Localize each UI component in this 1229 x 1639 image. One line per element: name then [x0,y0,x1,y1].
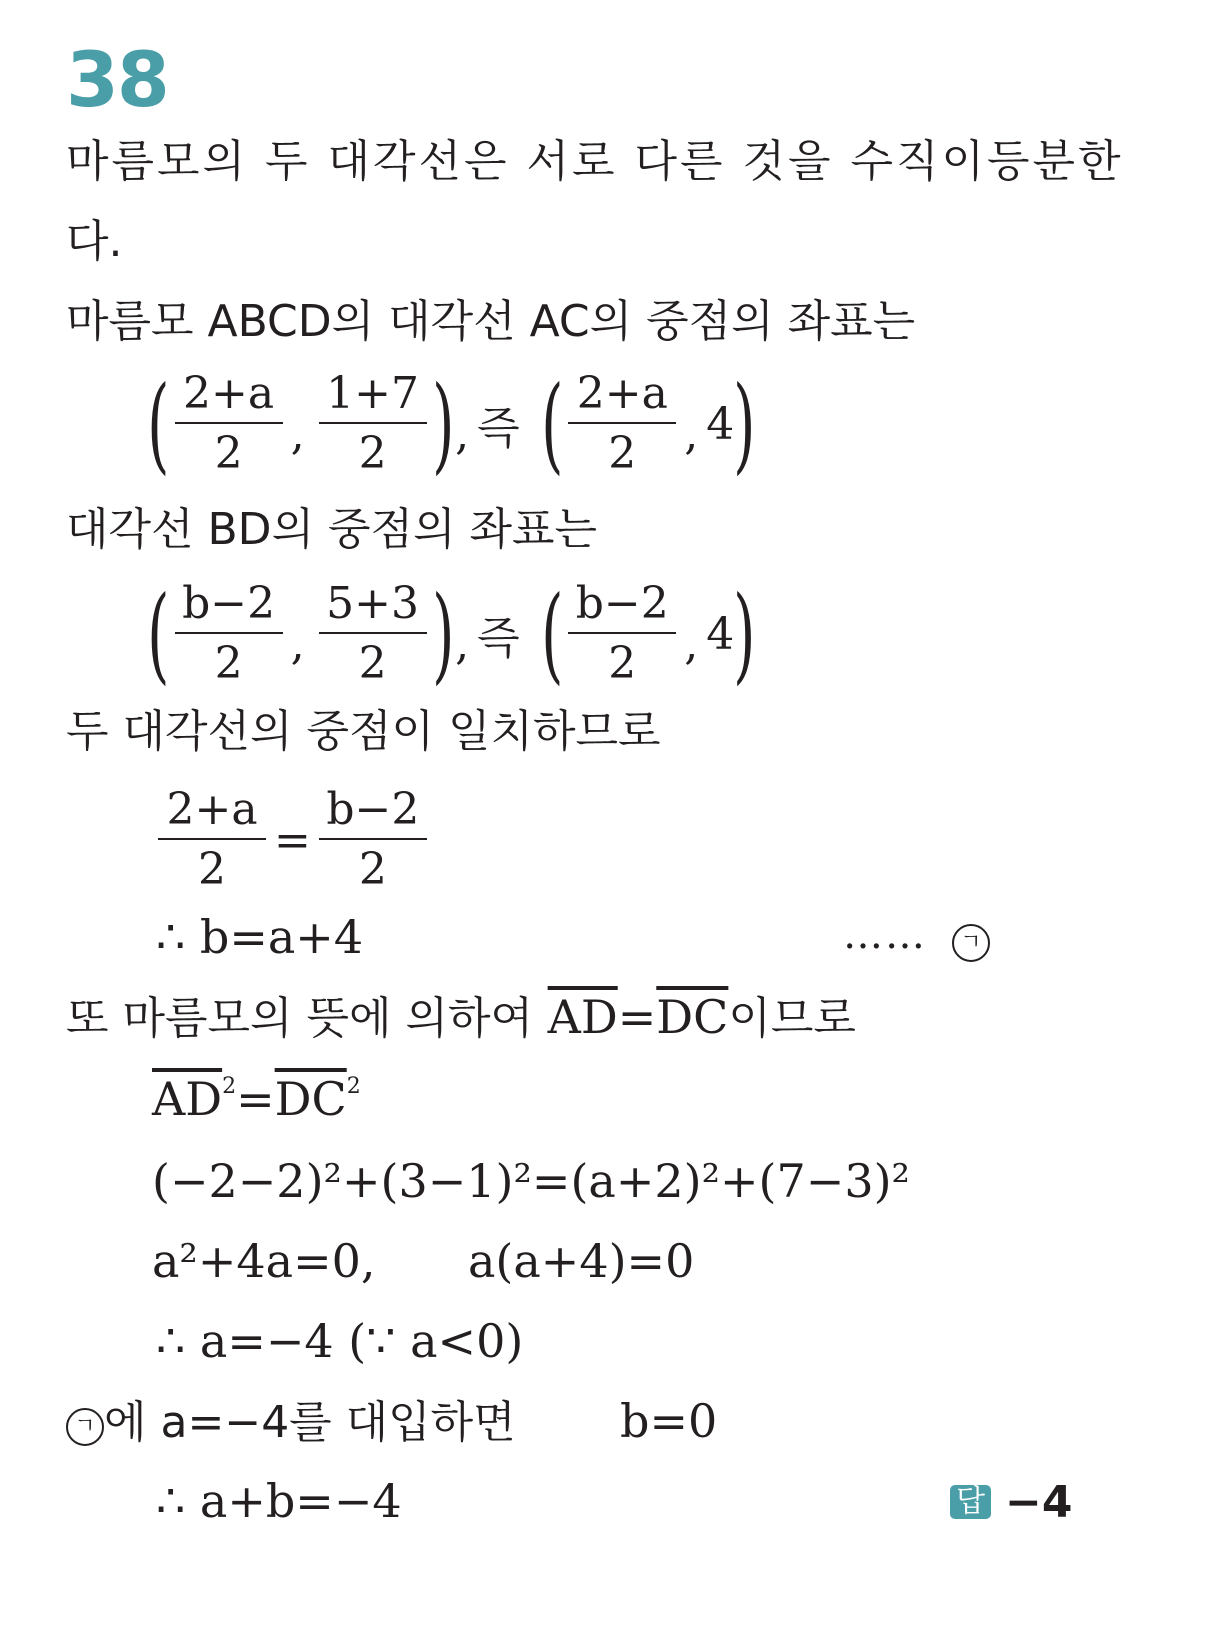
squared-equation: $\overline{AD}^2=\overline{DC}^2$ [152,1072,361,1126]
numerator: b−2 [175,582,283,634]
fraction [319,784,427,895]
left-paren: ( [540,363,564,485]
left-paren: ( [540,573,564,695]
denominator: 2 [358,638,387,689]
connector: 즉 [477,403,520,454]
substitute-line: ㄱ 에 a=−4를 대입하면 [66,1398,516,1446]
numerator: 2+a [568,372,676,424]
denominator: 2 [198,844,226,895]
left-paren: ( [147,573,170,695]
therefore-b: ∴ b=a+4 [156,910,364,964]
b-value: b=0 [620,1394,718,1448]
ac-midpoint-expression: ( $\frac{2+a}{2}$ , $\frac{1+7}{2}$ ) , 즉 ( $\frac{2+a}{2}$ , 4 ) [147,363,756,485]
answer-badge: 답 [950,1485,991,1519]
fraction [175,578,283,689]
fraction [568,578,676,689]
denominator: 2 [214,638,243,689]
right-paren: ) [431,573,455,695]
denominator: 2 [608,428,637,479]
ref-marker-1: ㄱ [952,914,990,962]
bd-midpoint-expression: ( $\frac{b-2}{2}$ , $\frac{5+3}{2}$ ) , 즉 ( $\frac{b-2}{2}$ , 4 ) [147,573,756,695]
denominator: 2 [358,428,387,479]
denominator: 2 [214,428,243,479]
therefore-a: ∴ a=−4 (∵ a<0) [156,1314,524,1368]
numerator: b−2 [319,788,427,840]
fraction [319,578,427,689]
bd-midpoint-label: 대각선 BD의 중점의 좌표는 [66,504,598,555]
intro-line-2: 다. [66,216,123,267]
midpoint-equation: $\frac{2+a}{2}$ = $\frac{b-2}{2}$ [152,788,433,892]
coincide-label: 두 대각선의 중점이 일치하므로 [66,706,661,757]
numerator: 2+a [158,788,266,840]
final-sum: ∴ a+b=−4 [156,1474,402,1528]
rhombus-line: 또 마름모의 뜻에 의하여 $\overline{AD}=\overline{DC}$이므로 [66,990,856,1044]
y-coordinate: 4 [706,398,735,450]
connector: 즉 [477,613,520,664]
fraction [319,368,427,479]
numerator: 5+3 [319,582,427,634]
fraction [568,368,676,479]
y-coordinate: 4 [706,608,735,660]
answer [950,1477,1073,1528]
right-paren: ) [733,573,756,695]
ac-midpoint-label: 마름모 ABCD의 대각선 AC의 중점의 좌표는 [66,296,916,347]
quadratic-left: a²+4a=0, [152,1234,376,1288]
left-paren: ( [147,363,170,485]
distance-equation: (−2−2)²+(3−1)²=(a+2)²+(7−3)² [152,1154,910,1208]
numerator: b−2 [568,582,676,634]
fraction [175,368,283,479]
denominator: 2 [358,844,387,895]
ref-marker-2: ㄱ [66,1408,104,1446]
fraction [158,784,266,895]
numerator: 2+a [175,372,283,424]
intro-line-1: 마름모의 두 대각선은 서로 다른 것을 수직이등분한 [66,136,1124,187]
problem-number: 38 [66,35,168,124]
right-paren: ) [733,363,756,485]
segment-ad: $\overline{AD}$ [547,990,618,1044]
quadratic-right: a(a+4)=0 [468,1234,695,1288]
segment-dc: $\overline{DC}$ [656,990,729,1044]
denominator: 2 [608,638,637,689]
answer-value: −4 [1004,1477,1073,1528]
dots: …… [843,912,927,958]
right-paren: ) [431,363,455,485]
numerator: 1+7 [319,372,427,424]
